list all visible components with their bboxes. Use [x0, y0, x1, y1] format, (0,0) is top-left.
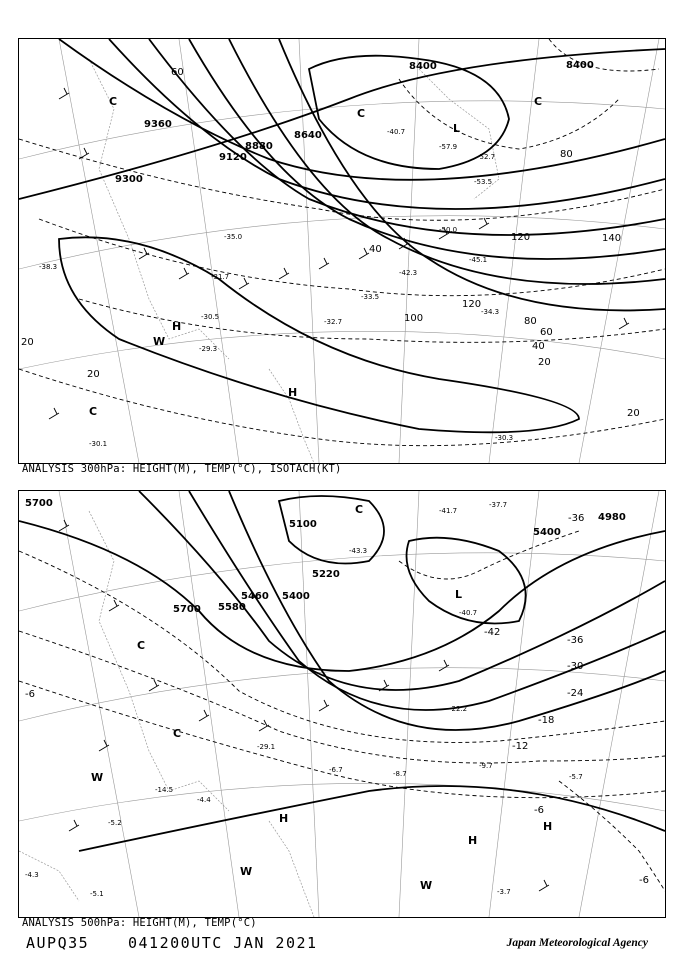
- isotach-label: 80: [560, 149, 573, 160]
- temp-label: -57.9: [439, 143, 458, 151]
- cold-center-symbol: C: [89, 405, 98, 418]
- height-label: 8400: [566, 60, 594, 71]
- warm-center-symbol: W: [420, 879, 433, 892]
- height-label: 5100: [289, 519, 317, 530]
- station-value: -41.7: [439, 507, 458, 515]
- agency-credit: Japan Meteorological Agency: [506, 937, 648, 949]
- isotach-label: 120: [511, 232, 531, 243]
- warm-center-symbol: W: [240, 865, 253, 878]
- station-value: -5.1: [90, 890, 104, 898]
- height-label: 5220: [312, 569, 340, 580]
- cold-center-symbol: C: [357, 107, 366, 120]
- isotach-label: 80: [524, 316, 537, 327]
- cold-center-symbol: C: [355, 503, 364, 516]
- isotach-label: 20: [538, 357, 551, 368]
- temp-label: -12: [512, 741, 529, 752]
- valid-time: 041200UTC JAN 2021: [128, 934, 318, 952]
- isotach-label: 40: [532, 341, 545, 352]
- cold-center-symbol: C: [137, 639, 146, 652]
- isotach-label: 20: [87, 369, 100, 380]
- wind-barbs: [49, 88, 629, 419]
- station-value: -3.7: [497, 888, 511, 896]
- station-value: -22.2: [449, 705, 468, 713]
- warm-center-symbol: W: [91, 771, 104, 784]
- isotach-label: 140: [602, 233, 622, 244]
- high-center-symbol: H: [288, 386, 298, 399]
- warm-center-symbol: W: [153, 335, 166, 348]
- height-label: 5580: [218, 602, 246, 613]
- cold-center-symbol: C: [534, 95, 543, 108]
- height-labels: [115, 60, 594, 185]
- temp-label: -36: [568, 513, 585, 524]
- high-center-symbol: H: [279, 812, 289, 825]
- temp-label: -38.3: [39, 263, 58, 271]
- temp-label: -30: [567, 661, 584, 672]
- low-center-symbol: L: [453, 122, 461, 135]
- panel-500-caption: ANALYSIS 500hPa: HEIGHT(M), TEMP(°C): [22, 917, 257, 929]
- station-value: -29.1: [257, 743, 276, 751]
- temp-label: -36: [567, 635, 584, 646]
- high-center-symbol: H: [543, 820, 553, 833]
- temp-label: -6: [534, 805, 544, 816]
- station-value: -40.7: [459, 609, 478, 617]
- height-label: 5460: [241, 591, 269, 602]
- coastline: [19, 511, 314, 917]
- isotach-label: 20: [627, 408, 640, 419]
- high-center-symbol: H: [172, 320, 182, 333]
- height-label: 8640: [294, 130, 322, 141]
- map-panel-500hpa: [18, 490, 666, 918]
- chart-id: AUPQ35: [26, 934, 90, 952]
- temp-contours: [19, 531, 665, 891]
- temp-label: -6: [639, 875, 649, 886]
- temp-label: -52.7: [477, 153, 496, 161]
- height-label: 5700: [173, 604, 201, 615]
- temp-label: -18: [538, 715, 555, 726]
- isotach-labels: [21, 67, 640, 419]
- low-center-symbol: L: [455, 588, 463, 601]
- temp-label: -29.3: [199, 345, 218, 353]
- temp-label: -33.5: [361, 293, 380, 301]
- station-value: -6.7: [329, 766, 343, 774]
- height-label: 8880: [245, 141, 273, 152]
- temp-label: -32.7: [324, 318, 343, 326]
- temp-label: -6: [25, 689, 35, 700]
- station-value: -5.2: [108, 819, 122, 827]
- temp-label: -35.0: [224, 233, 243, 241]
- temp-label: -40.7: [387, 128, 406, 136]
- temp-label: -30.3: [495, 434, 514, 442]
- high-center-symbol: H: [468, 834, 478, 847]
- isotach-label: 100: [404, 313, 424, 324]
- height-label: 4980: [598, 512, 626, 523]
- station-value: -43.3: [349, 547, 368, 555]
- height-label: 9360: [144, 119, 172, 130]
- temp-label: -45.1: [469, 256, 488, 264]
- height-label: 9300: [115, 174, 143, 185]
- station-value: -4.3: [25, 871, 39, 879]
- temp-label: -42.3: [399, 269, 418, 277]
- station-value: -37.7: [489, 501, 508, 509]
- temp-label: -50.0: [439, 226, 458, 234]
- isotach-label: 20: [21, 337, 34, 348]
- height-label: 5400: [282, 591, 310, 602]
- isotach-label: 40: [369, 244, 382, 255]
- temp-label: -30.1: [89, 440, 108, 448]
- station-value: -5.7: [569, 773, 583, 781]
- cold-center-symbol: C: [173, 727, 182, 740]
- height-label: 5400: [533, 527, 561, 538]
- isotach-label: 60: [540, 327, 553, 338]
- temp-label: -30.5: [201, 313, 220, 321]
- temp-label: -24: [567, 688, 584, 699]
- temp-label: -31.7: [211, 273, 230, 281]
- isotach-label: 120: [462, 299, 482, 310]
- station-value: -14.5: [155, 786, 174, 794]
- temp-label: -42: [484, 627, 501, 638]
- height-label: 5700: [25, 498, 53, 509]
- panel-300-caption: ANALYSIS 300hPa: HEIGHT(M), TEMP(°C), ISOTACH(KT): [22, 463, 342, 475]
- station-value: -8.7: [393, 770, 407, 778]
- map-panel-300hpa: [18, 38, 666, 464]
- height-label: 8400: [409, 61, 437, 72]
- height-label: 9120: [219, 152, 247, 163]
- station-value: -4.4: [197, 796, 211, 804]
- temp-label: -34.3: [481, 308, 500, 316]
- map-500hpa-canvas: [19, 491, 665, 917]
- cold-center-symbol: C: [109, 95, 118, 108]
- height-labels: [25, 498, 626, 615]
- map-300hpa-canvas: [19, 39, 665, 463]
- station-value: -9.7: [479, 762, 493, 770]
- station-labels: [25, 501, 583, 898]
- temp-label: -53.5: [474, 178, 493, 186]
- isotach-label: 60: [171, 67, 184, 78]
